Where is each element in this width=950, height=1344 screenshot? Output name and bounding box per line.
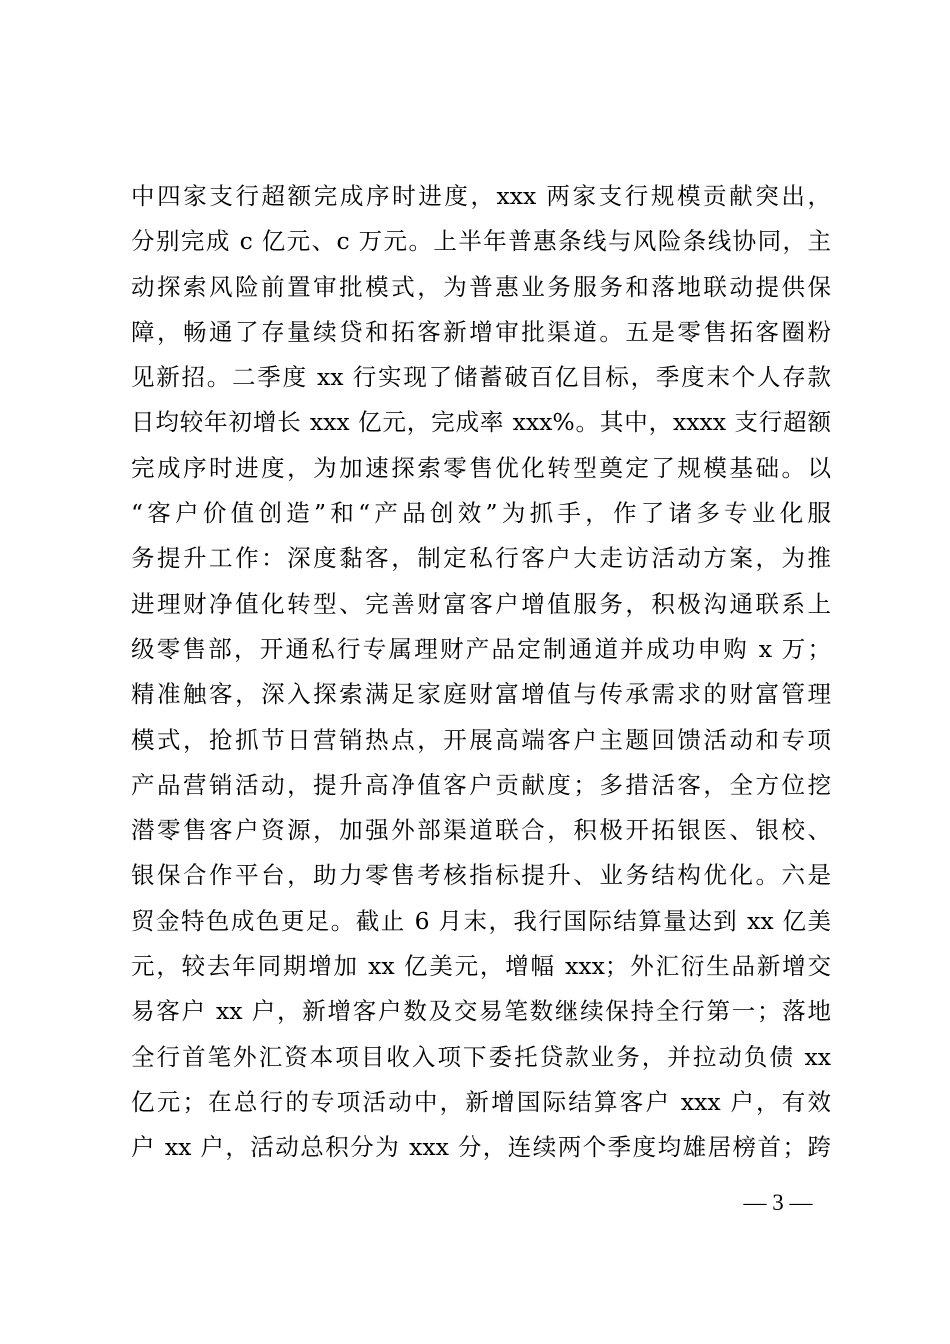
text-line: 全行首笔外汇资本项目收入项下委托贷款业务，并拉动负债 xx <box>131 1042 831 1071</box>
text-line: 亿元；在总行的专项活动中，新增国际结算客户 xxx 户，有效 <box>131 1087 831 1116</box>
text-line: 分别完成 c 亿元、c 万元。上半年普惠条线与风险条线协同，主 <box>131 227 831 256</box>
text-line: 日均较年初增长 xxx 亿元，完成率 xxx%。其中，xxxx 支行超额 <box>131 408 831 437</box>
text-line: 精准触客，深入探索满足家庭财富增值与传承需求的财富管理 <box>131 680 831 709</box>
text-line: 贸金特色成色更足。截止 6 月末，我行国际结算量达到 xx 亿美 <box>131 906 831 935</box>
text-line: 动探索风险前置审批模式，为普惠业务服务和落地联动提供保 <box>131 272 831 301</box>
text-line: 元，较去年同期增加 xx 亿美元，增幅 xxx；外汇衍生品新增交 <box>131 952 831 981</box>
text-line: 易客户 xx 户，新增客户数及交易笔数继续保持全行第一；落地 <box>131 997 831 1026</box>
body-text <box>131 174 831 1171</box>
text-line: 务提升工作：深度黏客，制定私行客户大走访活动方案，为推 <box>131 544 831 573</box>
text-line: “客户价值创造”和“产品创效”为抓手，作了诸多专业化服 <box>131 499 831 528</box>
text-line: 潜零售客户资源，加强外部渠道联合，积极开拓银医、银校、 <box>131 816 831 845</box>
text-line: 银保合作平台，助力零售考核指标提升、业务结构优化。六是 <box>131 861 831 890</box>
text-line: 完成序时进度，为加速探索零售优化转型奠定了规模基础。以 <box>131 453 831 482</box>
page-number: — 3 — <box>743 1190 813 1215</box>
text-line: 障，畅通了存量续贷和拓客新增审批渠道。五是零售拓客圈粉 <box>131 317 831 346</box>
text-line: 产品营销活动，提升高净值客户贡献度；多措活客，全方位挖 <box>131 770 831 799</box>
text-line: 见新招。二季度 xx 行实现了储蓄破百亿目标，季度末个人存款 <box>131 363 831 392</box>
text-line: 中四家支行超额完成序时进度，xxx 两家支行规模贡献突出， <box>131 182 831 210</box>
text-line: 进理财净值化转型、完善财富客户增值服务，积极沟通联系上 <box>131 589 831 618</box>
text-line: 模式，抢抓节日营销热点，开展高端客户主题回馈活动和专项 <box>131 725 831 754</box>
text-line: 级零售部，开通私行专属理财产品定制通道并成功申购 x 万； <box>131 634 831 663</box>
text-line: 户 xx 户，活动总积分为 xxx 分，连续两个季度均雄居榜首；跨 <box>131 1133 831 1162</box>
